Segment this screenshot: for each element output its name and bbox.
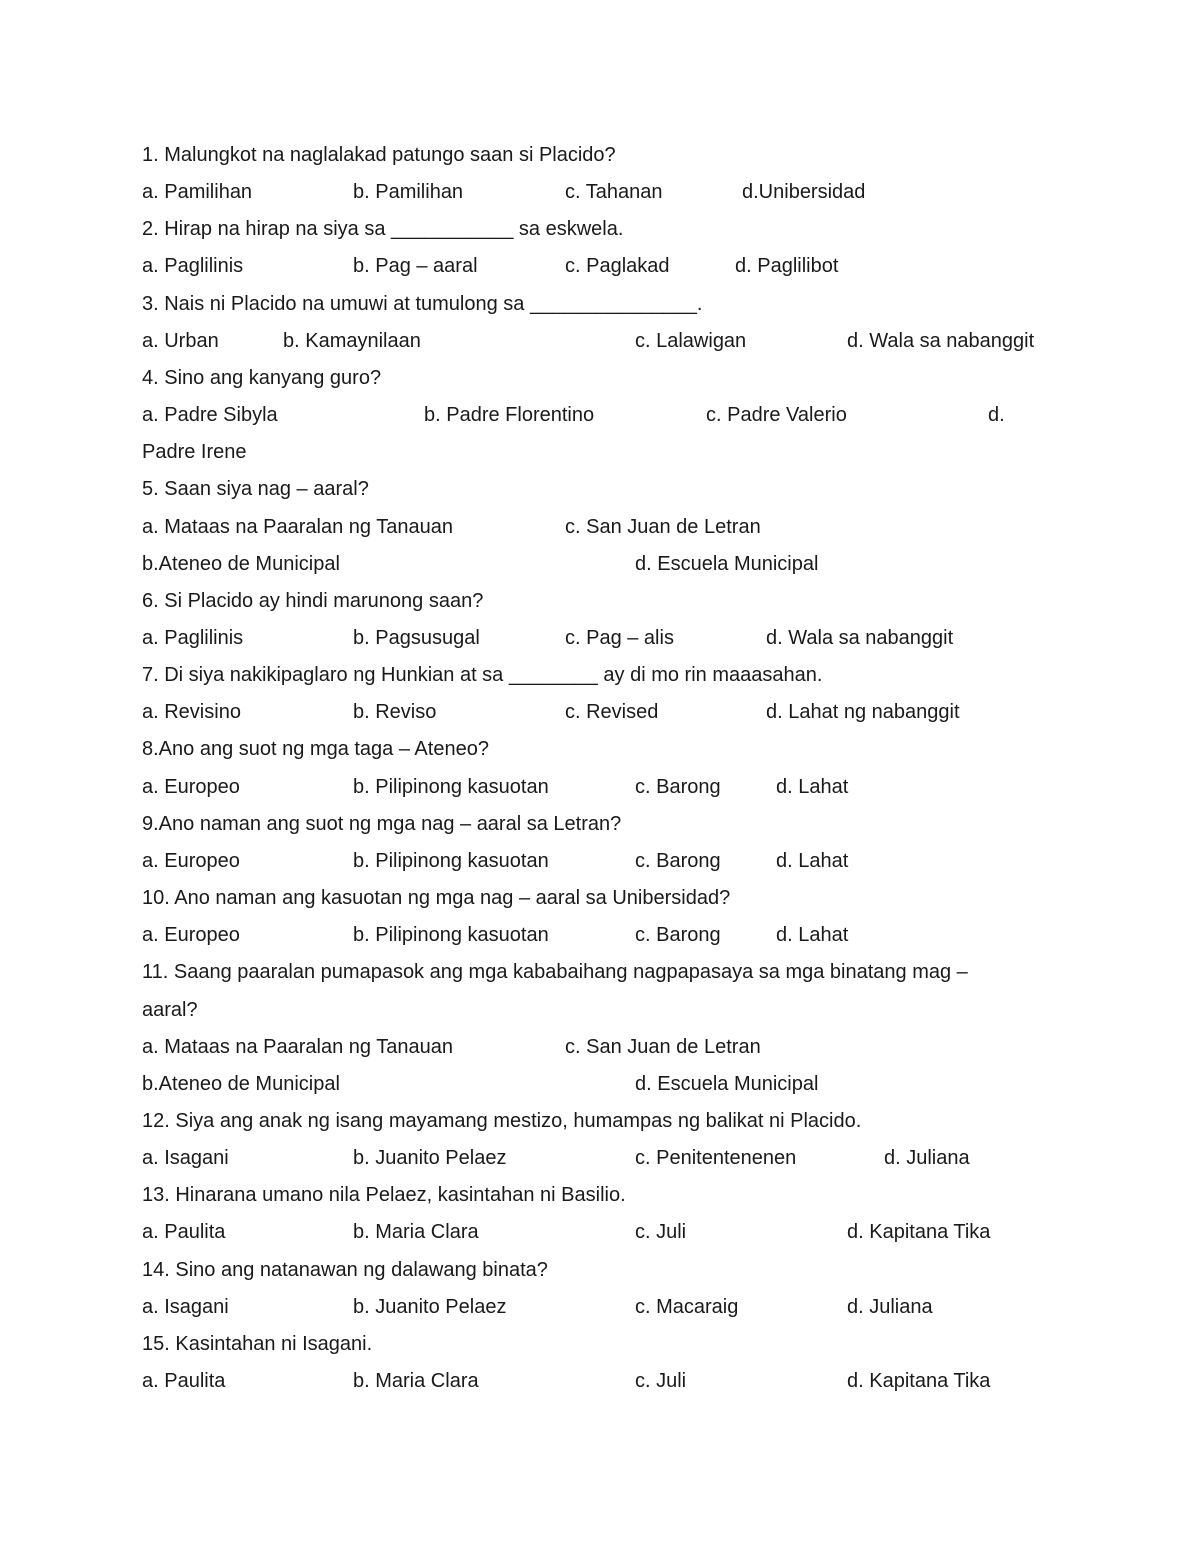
question-1: 1. Malungkot na naglalakad patungo saan si Placido? [142, 144, 616, 166]
question-7: 7. Di siya nakikipaglaro ng Hunkian at sa ________ ay di mo rin maaasahan. [142, 664, 823, 686]
q6-option-a: a. Paglilinis [142, 627, 244, 649]
question-12: 12. Siya ang anak ng isang mayamang mestizo, humampas ng balikat ni Placido. [142, 1110, 862, 1132]
q12-option-a: a. Isagani [142, 1147, 229, 1169]
question-14: 14. Sino ang natanawan ng dalawang binata? [142, 1259, 548, 1281]
q2-option-b: b. Pag – aaral [353, 255, 478, 277]
q11-option-d: d. Escuela Municipal [635, 1073, 819, 1095]
q5-option-b: b.Ateneo de Municipal [142, 553, 340, 575]
q15-option-c: c. Juli [635, 1370, 687, 1392]
q12-option-c: c. Penitentenenen [635, 1147, 797, 1169]
q4-option-d-wrap: Padre Irene [142, 441, 247, 463]
q7-option-a: a. Revisino [142, 701, 241, 723]
q10-option-c: c. Barong [635, 924, 721, 946]
q8-option-d: d. Lahat [776, 776, 849, 798]
q8-option-a: a. Europeo [142, 776, 240, 798]
q7-option-c: c. Revised [565, 701, 659, 723]
q10-option-d: d. Lahat [776, 924, 849, 946]
question-13: 13. Hinarana umano nila Pelaez, kasintahan ni Basilio. [142, 1184, 626, 1206]
question-3: 3. Nais ni Placido na umuwi at tumulong sa _______________. [142, 293, 703, 315]
q5-option-c: c. San Juan de Letran [565, 516, 761, 538]
question-11: 11. Saang paaralan pumapasok ang mga kababaihang nagpapasaya sa mga binatang mag – [142, 961, 968, 983]
q4-option-d: d. [988, 404, 1005, 426]
q11-option-a: a. Mataas na Paaralan ng Tanauan [142, 1036, 453, 1058]
q3-option-c: c. Lalawigan [635, 330, 747, 352]
q10-option-a: a. Europeo [142, 924, 240, 946]
question-11-wrap: aaral? [142, 999, 198, 1021]
q2-option-a: a. Paglilinis [142, 255, 244, 277]
q9-option-a: a. Europeo [142, 850, 240, 872]
q14-option-a: a. Isagani [142, 1296, 229, 1318]
q13-option-a: a. Paulita [142, 1221, 226, 1243]
question-15: 15. Kasintahan ni Isagani. [142, 1333, 373, 1355]
q11-option-b: b.Ateneo de Municipal [142, 1073, 340, 1095]
q14-option-d: d. Juliana [847, 1296, 933, 1318]
q8-option-b: b. Pilipinong kasuotan [353, 776, 549, 798]
q8-option-c: c. Barong [635, 776, 721, 798]
question-8: 8.Ano ang suot ng mga taga – Ateneo? [142, 738, 489, 760]
q1-option-b: b. Pamilihan [353, 181, 464, 203]
q3-option-d: d. Wala sa nabanggit [847, 330, 1035, 352]
question-5: 5. Saan siya nag – aaral? [142, 478, 369, 500]
question-2: 2. Hirap na hirap na siya sa ___________ sa eskwela. [142, 218, 624, 240]
q14-option-c: c. Macaraig [635, 1296, 739, 1318]
q9-option-c: c. Barong [635, 850, 721, 872]
q5-option-a: a. Mataas na Paaralan ng Tanauan [142, 516, 453, 538]
q9-option-b: b. Pilipinong kasuotan [353, 850, 549, 872]
q13-option-b: b. Maria Clara [353, 1221, 479, 1243]
q6-option-c: c. Pag – alis [565, 627, 674, 649]
question-6: 6. Si Placido ay hindi marunong saan? [142, 590, 484, 612]
q2-option-d: d. Paglilibot [735, 255, 839, 277]
q1-option-d: d.Unibersidad [742, 181, 866, 203]
q1-option-a: a. Pamilihan [142, 181, 253, 203]
question-10: 10. Ano naman ang kasuotan ng mga nag – aaral sa Unibersidad? [142, 887, 731, 909]
q7-option-d: d. Lahat ng nabanggit [766, 701, 960, 723]
q7-option-b: b. Reviso [353, 701, 437, 723]
q4-option-a: a. Padre Sibyla [142, 404, 278, 426]
q4-option-c: c. Padre Valerio [706, 404, 847, 426]
q13-option-c: c. Juli [635, 1221, 687, 1243]
q12-option-b: b. Juanito Pelaez [353, 1147, 507, 1169]
q15-option-b: b. Maria Clara [353, 1370, 479, 1392]
q10-option-b: b. Pilipinong kasuotan [353, 924, 549, 946]
q5-option-d: d. Escuela Municipal [635, 553, 819, 575]
q6-option-b: b. Pagsusugal [353, 627, 480, 649]
q3-option-a: a. Urban [142, 330, 219, 352]
q14-option-b: b. Juanito Pelaez [353, 1296, 507, 1318]
q15-option-d: d. Kapitana Tika [847, 1370, 991, 1392]
q2-option-c: c. Paglakad [565, 255, 670, 277]
q3-option-b: b. Kamaynilaan [283, 330, 421, 352]
q13-option-d: d. Kapitana Tika [847, 1221, 991, 1243]
q1-option-c: c. Tahanan [565, 181, 663, 203]
q6-option-d: d. Wala sa nabanggit [766, 627, 954, 649]
q9-option-d: d. Lahat [776, 850, 849, 872]
question-4: 4. Sino ang kanyang guro? [142, 367, 382, 389]
q11-option-c: c. San Juan de Letran [565, 1036, 761, 1058]
q4-option-b: b. Padre Florentino [424, 404, 595, 426]
q15-option-a: a. Paulita [142, 1370, 226, 1392]
question-9: 9.Ano naman ang suot ng mga nag – aaral sa Letran? [142, 813, 622, 835]
q12-option-d: d. Juliana [884, 1147, 970, 1169]
